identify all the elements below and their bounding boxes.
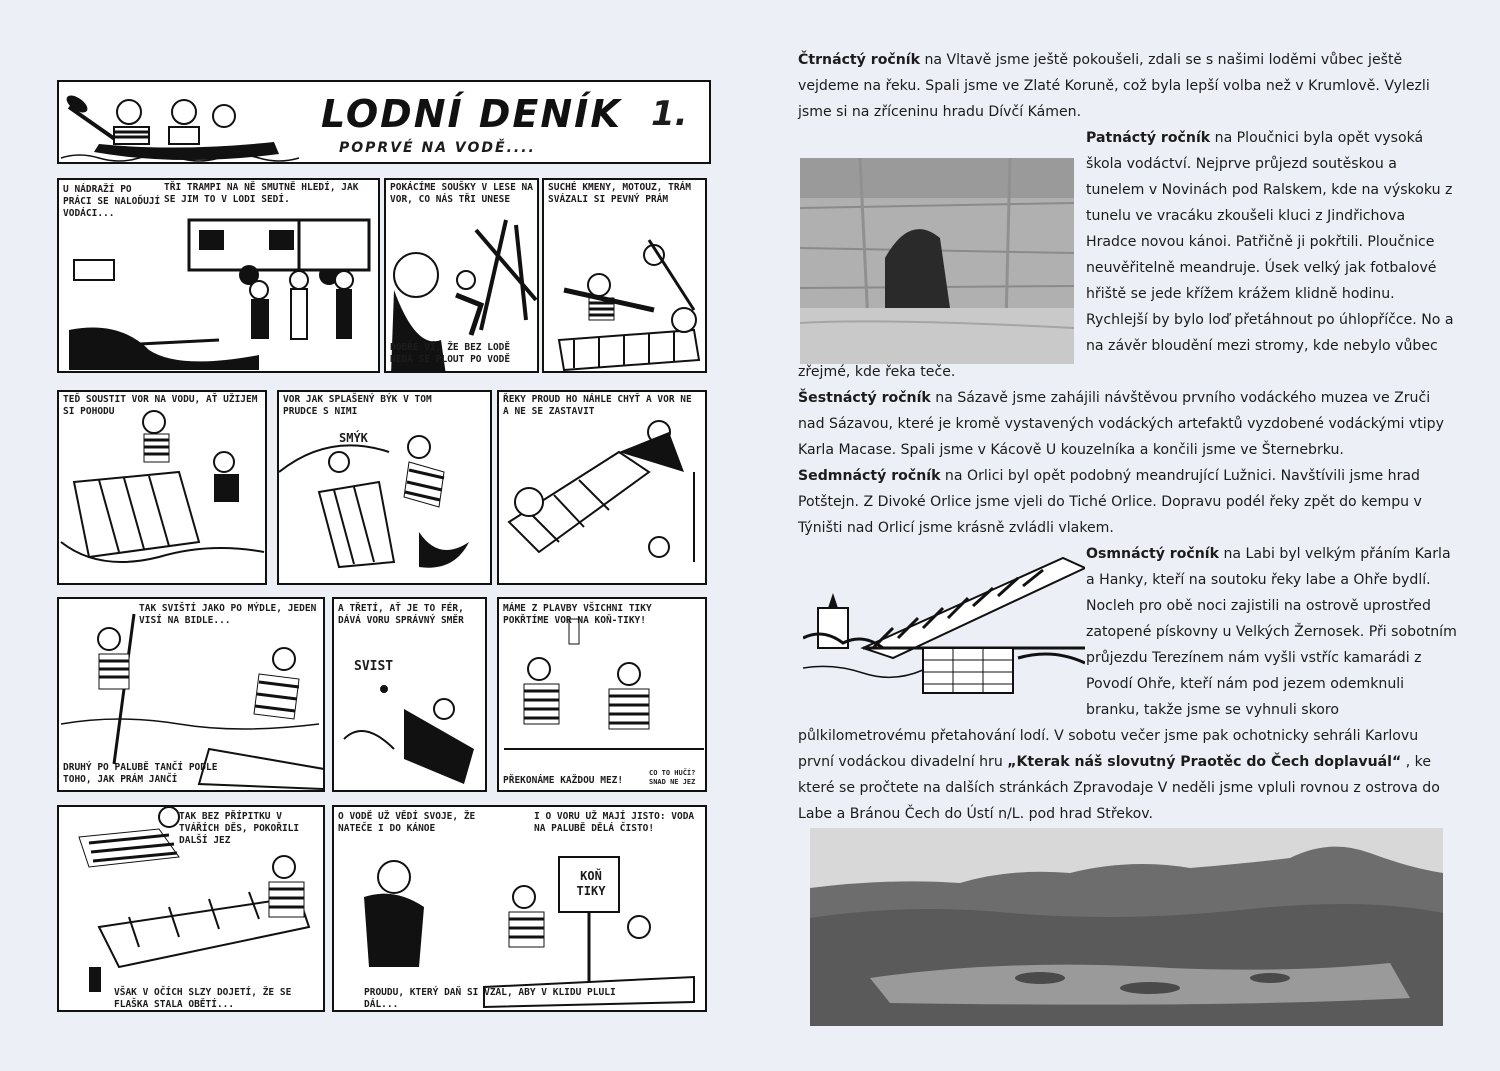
comic-panel-3: [542, 178, 707, 373]
panel-8-drawing: [334, 599, 487, 792]
panel-5-drawing: [279, 392, 492, 585]
paragraph-16: Šestnáctý ročník na Sázavě jsme zahájili návštěvou prvního vodáckého muzea ve Zruči nad Sázavou, které je kromě vystavených vodáckých artefaktů vyzdobené vodáckými vtipy Karla Macase. Spali jsme v Kácově U kouzelníka a končili jsme ve Šternebrku.: [798, 390, 1444, 458]
heading-15: Patnáctý ročník: [1086, 130, 1211, 146]
comic-panel-4: [57, 390, 267, 585]
caption-p11a: O VODĚ UŽ VĚDÍ SVOJE, ŽE NATEČE I DO KÁNOE: [338, 811, 476, 834]
comic-panel-9: [497, 597, 707, 792]
caption-p9b: PŘEKONÁME KAŽDOU MEZ!: [503, 775, 624, 786]
panel-9-drawing: [499, 599, 707, 792]
caption-p6a: ŘEKY PROUD HO NÁHLE CHYŤ A VOR NE A NE SE ZASTAVIT: [503, 394, 692, 417]
heading-16: Šestnáctý ročník: [798, 390, 931, 406]
play-title: „Kterak náš slovutný Praotěc do Čech doplavuál“: [1007, 754, 1402, 770]
caption-p8b: SVIST: [354, 659, 394, 674]
paragraph-18: Osmnáctý ročník na Labi byl velkým přáním Karla a Hanky, kteří na soutoku řeky labe a Ohře bydlí. Nocleh pro obě noci zajistili na ostrově uprostřed zatopené pískovny u Velkých Žernosek. Při sobotním průjezdu Terezínem nám vyšli vstříc kamarádi z Povodí Ohře, kteří nám pod jezem odemknuli branku, takže jsme se vyhnuli skoro půlkilometrovému přetahování lodí. V sobotu večer jsme pak ochotnicky sehráli Karlovu první vodáckou divadelní hru „Kterak náš slovutný Praotěc do Čech doplavuál“ , ke které se pročtete na dalších stránkách Zpravodaje V neděli jsme vpluli rovnou z ostrova do Labe a Bránou Čech do Ústí n/L. pod hrad Střekov.: [798, 546, 1457, 822]
caption-p7b: DRUHÝ PO PALUBĚ TANČÍ PODLE TOHO, JAK PRÁM JANČÍ: [63, 762, 218, 785]
caption-p5a: VOR JAK SPLAŠENÝ BÝK V TOM PRUDCE S NIMI: [283, 394, 432, 417]
paragraph-15: Patnáctý ročník na Ploučnici byla opět vysoká škola vodáctví. Nejprve průjezd soutěskou a tunelem v Novinách pod Ralskem, kde na výskoku z tunelu ve vracáku zkoušeli kluci z Jindřichova Hradce novou kánoi. Patřičně ji pokřtili. Ploučnice neuvěřitelně meandruje. Úsek velký jak fotbalové hřiště se jede křížem krážem klidně hodinu. Rychlejší by bylo loď přetáhnout po úhlopříčce. No a na závěr bloudění mezi stromy, kde nebylo vůbec zřejmé, kde řeka teče.: [798, 130, 1454, 380]
caption-p8a: A TŘETÍ, AŤ JE TO FÉR, DÁVÁ VORU SPRÁVNÝ SMĚR: [338, 603, 464, 626]
caption-p2b: DOBŘE VÍ, ŽE BEZ LODĚ NEDÁ SE PLOUT PO VODĚ: [390, 342, 511, 365]
paragraph-14: Čtrnáctý ročník na Vltavě jsme ještě pokoušeli, zdali se s našimi loděmi vůbec ještě vejdeme na řeku. Spali jsme ve Zlaté Koruně, což byla lepší volba než v Krumlově. Vylezli jsme si na zříceninu hradu Dívčí Kámen.: [798, 52, 1430, 120]
comic-panel-11: [332, 805, 707, 1012]
caption-p3a: SUCHÉ KMENY, MOTOUZ, TRÁM SVÁZALI SI PEVNÝ PRÁM: [548, 182, 691, 205]
heading-18: Osmnáctý ročník: [1086, 546, 1220, 562]
panel-4-drawing: [59, 392, 267, 585]
caption-p2a: POKÁCÍME SOUŠKY V LESE NA VOR, CO NÁS TŘI UNESE: [390, 182, 533, 205]
caption-p7a: TAK SVIŠTÍ JAKO PO MÝDLE, JEDEN VISÍ NA BIDLE...: [139, 603, 317, 626]
caption-p11d: PROUDU, KTERÝ DAŇ SI VZAL, ABY V KLIDU PLULI DÁL...: [364, 987, 616, 1010]
caption-p11c: KOŇ TIKY: [576, 869, 606, 898]
panel-6-drawing: [499, 392, 707, 585]
comic-panel-1: [57, 178, 380, 373]
caption-p5b: SMÝK: [339, 431, 368, 445]
comic-strip: [52, 60, 712, 1060]
caption-p10b: VŠAK V OČÍCH SLZY DOJETÍ, ŽE SE FLAŠKA STALA OBĚTÍ...: [114, 987, 292, 1010]
landscape-photo: [810, 828, 1443, 1026]
caption-p4a: TEĎ SOUSTIT VOR NA VODU, AŤ UŽIJEM SI POHODU: [63, 394, 258, 417]
bridge-drawing: [803, 548, 1085, 708]
caption-p9c: CO TO HUČÍ? SNAD NE JEZ: [649, 769, 696, 786]
panel-3-drawing: [544, 180, 707, 373]
comic-panel-8: [332, 597, 487, 792]
comic-title-box: [57, 80, 711, 164]
heading-14: Čtrnáctý ročník: [798, 52, 920, 68]
comic-panel-10: [57, 805, 325, 1012]
caption-p11b: I O VORU UŽ MAJÍ JISTO: VODA NA PALUBĚ DĚLÁ ČISTO!: [534, 811, 695, 834]
heading-17: Sedmnáctý ročník: [798, 468, 941, 484]
comic-title: LODNÍ DENÍK: [321, 92, 622, 136]
comic-panel-2: [384, 178, 539, 373]
landscape-photo-graphic: [810, 828, 1443, 1026]
bridge-drawing-graphic: [803, 548, 1085, 708]
caption-p9a: MÁME Z PLAVBY VŠICHNI TIKY POKŘTÍME VOR NA KOŇ-TIKY!: [503, 603, 652, 626]
comic-panel-5: [277, 390, 492, 585]
tunnel-photo: [800, 158, 1074, 364]
comic-number: 1.: [651, 94, 688, 134]
comic-panel-6: [497, 390, 707, 585]
caption-p10a: TAK BEZ PŘÍPITKU V TVÁŘÍCH DĚS, POKOŘILI DALŠÍ JEZ: [179, 811, 300, 846]
tunnel-photo-graphic: [800, 158, 1074, 364]
caption-p1a: U NÁDRAŽÍ PO PRÁCI SE NALOĎUJÍ VODÁCI...: [63, 184, 161, 219]
comic-subtitle: POPRVÉ NA VODĚ....: [339, 140, 536, 156]
comic-panel-7: [57, 597, 325, 792]
panel-11-drawing: [334, 807, 707, 1012]
paragraph-17: Sedmnáctý ročník na Orlici byl opět podobný meandrující Lužnici. Navštívili jsme hrad Potštejn. Z Divoké Orlice jsme vjeli do Tiché Orlice. Dopravu podél řeky zpět do kempu v Týništi nad Orlicí jsme krásně zvládli vlakem.: [798, 468, 1422, 536]
caption-p1b: TŘI TRAMPI NA NĚ SMUTNĚ HLEDÍ, JAK SE JIM TO V LODI SEDÍ.: [164, 182, 359, 205]
